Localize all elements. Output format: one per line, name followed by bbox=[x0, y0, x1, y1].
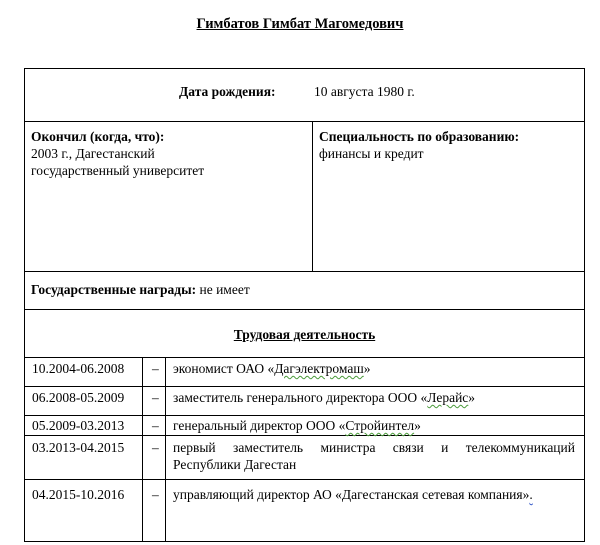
period: 05.2009-03.2013 bbox=[32, 418, 125, 433]
divider bbox=[25, 121, 584, 122]
dash: – bbox=[152, 361, 159, 376]
position: первый заместитель министра связи и телекоммуникаций Республики Дагестан bbox=[173, 440, 575, 472]
divider bbox=[25, 357, 584, 358]
spellcheck-mark: . bbox=[529, 487, 533, 502]
position: генеральный директор ООО «Стройинтел» bbox=[173, 418, 421, 433]
person-name: Гимбатов Гимбат Магомедович bbox=[196, 16, 404, 32]
birth-value: 10 августа 1980 г. bbox=[314, 84, 415, 99]
divider bbox=[25, 271, 584, 272]
dash: – bbox=[152, 487, 159, 502]
awards-value: не имеет bbox=[196, 282, 250, 297]
work-title: Трудовая деятельность bbox=[233, 327, 376, 342]
divider bbox=[25, 309, 584, 310]
period: 03.2013-04.2015 bbox=[32, 440, 125, 455]
specialty-label: Специальность по образованию: bbox=[319, 129, 520, 144]
divider bbox=[142, 357, 143, 542]
education-line-1: 2003 г., Дагестанский bbox=[31, 146, 155, 161]
position: экономист ОАО «Дагэлектромаш» bbox=[173, 361, 371, 376]
period: 06.2008-05.2009 bbox=[32, 390, 125, 405]
education-line-2: государственный университет bbox=[31, 163, 205, 178]
spellcheck-mark: Дагэлектромаш bbox=[274, 361, 364, 376]
position: заместитель генерального директора ООО «Лерайс» bbox=[173, 390, 476, 405]
resume-table bbox=[24, 68, 585, 542]
birth-label: Дата рождения: bbox=[179, 84, 276, 99]
education-label: Окончил (когда, что): bbox=[31, 129, 165, 144]
divider bbox=[312, 121, 313, 271]
position: управляющий директор АО «Дагестанская сетевая компания». bbox=[173, 487, 533, 502]
dash: – bbox=[152, 418, 159, 433]
spellcheck-mark: Стройинтел bbox=[345, 418, 415, 433]
awards-line bbox=[31, 281, 250, 298]
spellcheck-mark: Лерайс bbox=[427, 390, 469, 405]
specialty-value: финансы и кредит bbox=[319, 146, 424, 161]
divider bbox=[25, 386, 584, 387]
divider bbox=[25, 435, 584, 436]
divider bbox=[25, 479, 584, 480]
period: 04.2015-10.2016 bbox=[32, 487, 125, 502]
period: 10.2004-06.2008 bbox=[32, 361, 125, 376]
dash: – bbox=[152, 440, 159, 455]
awards-label: Государственные награды: bbox=[31, 282, 197, 297]
divider bbox=[25, 415, 584, 416]
divider bbox=[165, 357, 166, 542]
dash: – bbox=[152, 390, 159, 405]
